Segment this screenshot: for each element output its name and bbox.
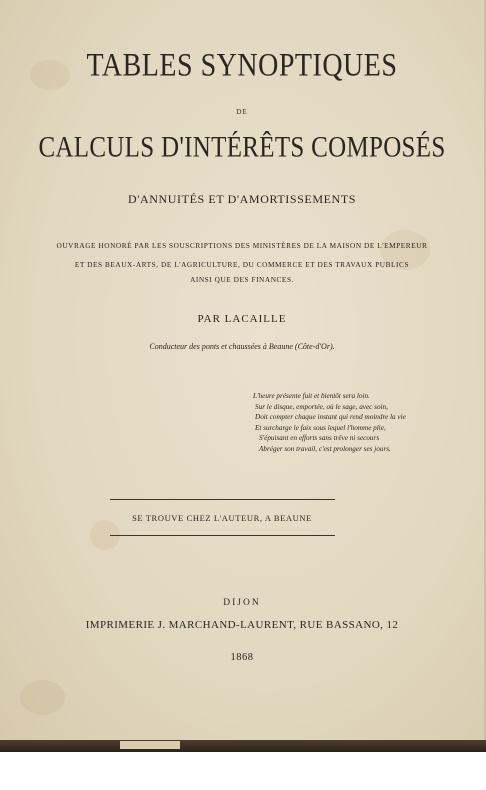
underlying-sheet [120,741,180,749]
poem-line: L'heure présente fuit et bientôt sera loin. [253,392,370,400]
book-subtitle-2: D'ANNUITÉS ET D'AMORTISSEMENTS [127,192,357,206]
honor-line: ET DES BEAUX-ARTS, DE L'AGRICULTURE, DU COMMERCE ET DES TRAVAUX PUBLICS [74,260,410,269]
honor-line: AINSI QUE DES FINANCES. [190,275,294,284]
poem-line: Sur le disque, emportée, où le sage, avec soin, [255,402,388,411]
imprint-city: DIJON [223,598,261,608]
poem-line: S'épuisant en efforts sans trêve ni secours [259,434,380,443]
poem-line: Abréger son travail, c'est prolonger ses jours. [259,444,391,453]
divider-rule [110,499,335,500]
foxing-stain [20,680,65,715]
seller-note: SE TROUVE CHEZ L'AUTEUR, A BEAUNE [132,513,312,523]
divider-rule [110,535,335,536]
poem-line: Et surcharge le faix sous lequel l'homme plie, [255,423,386,432]
poem-line: Doit compter chaque instant qui rend moindre la vie [255,413,406,422]
book-edge [0,740,486,752]
title-joiner: DE [236,108,248,116]
author-title: Conducteur des ponts et chaussées à Beaune (Côte-d'Or). [149,342,335,351]
imprint-printer: IMPRIMERIE J. MARCHAND-LAURENT, RUE BASSANO, 12 [85,619,399,631]
book-subtitle: CALCULS D'INTÉRÊTS COMPOSÉS [38,131,446,164]
epigraph-poem [253,391,483,455]
imprint-year: 1868 [230,652,254,663]
honor-line: OUVRAGE HONORÉ PAR LES SOUSCRIPTIONS DES MINISTÈRES DE LA MAISON DE L'EMPEREUR [56,241,428,250]
book-title: TABLES SYNOPTIQUES [86,47,398,84]
author-name: PAR LACAILLE [197,313,287,325]
